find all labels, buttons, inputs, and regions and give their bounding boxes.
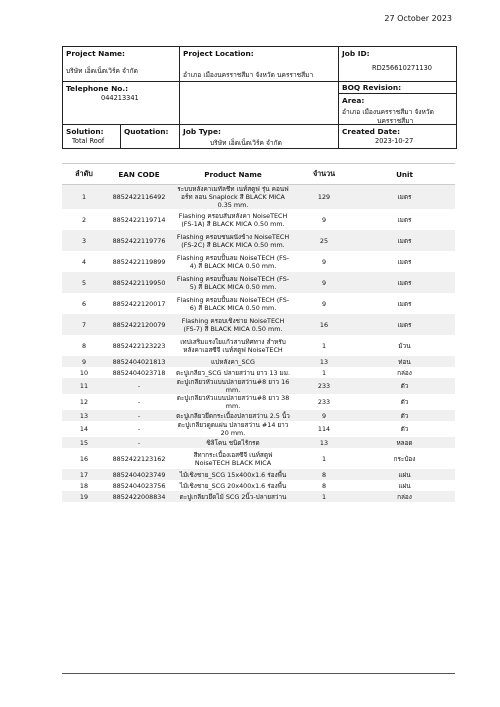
cell-no: 17 (62, 469, 106, 480)
cell-no: 5 (62, 272, 106, 293)
cell-ean: 8852422123223 (112, 341, 166, 350)
cell-qty: 16 (294, 314, 354, 335)
blank-cell (180, 82, 339, 125)
cell-unit: ตัว (354, 378, 455, 394)
table-row (62, 421, 455, 437)
created-date-cell (339, 125, 456, 148)
boq-revision-label: BOQ Revision: (342, 83, 402, 92)
table-row (62, 480, 455, 491)
col-header-qty: จำนวน (294, 164, 354, 185)
cell-product-name: ไม้เชิงชาย_SCG 20x400x1.6 ร่องพื้น (179, 481, 287, 490)
table-row (62, 469, 455, 480)
area-label: Area: (342, 96, 365, 105)
table-row (62, 448, 455, 469)
cell-unit: เมตร (397, 299, 412, 308)
cell-product-name: ตะปูเกลียวยึดกระเบื้องปลายสว่าน 2.5 นิ้ว (172, 410, 294, 421)
col-header-no: ลำดับ (62, 164, 106, 185)
cell-no: 16 (79, 454, 89, 463)
cell-unit: ตัว (400, 398, 409, 406)
cell-product-name: ตะปูเกลียวยึดไม้ SCG 2นิ้ว-ปลายสว่าน (172, 491, 294, 502)
cell-no: 6 (81, 299, 87, 308)
cell-no: 2 (81, 215, 87, 224)
cell-qty: 9 (294, 272, 354, 293)
cell-ean: 8852422008834 (106, 491, 172, 502)
cell-unit: ท่อน (354, 356, 455, 367)
solution-label: Solution: (66, 127, 104, 136)
cell-qty: 233 (317, 398, 331, 406)
cell-product-name: Flashing ครอบปั้นลม NoiseTECH (FS-6) สี BLACK MICA 0.50 mm. (176, 295, 290, 312)
cell-ean: 8852422119776 (106, 230, 172, 251)
cell-qty: 25 (294, 230, 354, 251)
cell-ean: 8852422119899 (112, 257, 166, 266)
cell-ean: 8852422120079 (106, 314, 172, 335)
table-row (62, 185, 455, 210)
project-location-value: อำเภอ เมืองนครราชสีมา จังหวัด นครราชสีมา (183, 71, 314, 79)
cell-product-name: Flashing ครอบสันหลังคา NoiseTECH (FS-1A) สี BLACK MICA 0.50 mm. (178, 211, 288, 228)
product-table (62, 163, 455, 502)
cell-ean: 8852404021813 (106, 356, 172, 367)
cell-unit: กล่อง (397, 368, 412, 377)
cell-no: 4 (81, 257, 87, 266)
cell-unit: เมตร (354, 314, 455, 335)
cell-product-name: ตะปูเกลียวดูดแผ่น ปลายสว่าน #14 ยาว 20 mm. (177, 421, 289, 437)
job-type-label: Job Type: (183, 127, 221, 136)
cell-qty: 9 (321, 257, 327, 266)
cell-no: 12 (79, 398, 89, 406)
table-row (62, 293, 455, 314)
cell-qty: 9 (294, 410, 354, 421)
cell-unit: ตัว (354, 410, 455, 421)
cell-product-name: สีทากระเบื้องเอสซีจี เนท์สตูฟ NoiseTECH BLACK MICA (193, 450, 273, 467)
cell-no: 19 (62, 491, 106, 502)
cell-no: 18 (79, 481, 89, 490)
telephone-cell (63, 82, 180, 125)
telephone-label: Telephone No.: (66, 84, 129, 93)
report-date: 27 October 2023 (384, 14, 452, 23)
cell-no: 14 (79, 425, 89, 433)
job-id-cell (339, 47, 456, 82)
table-row (62, 491, 455, 502)
cell-ean: 8852422119714 (112, 215, 166, 224)
cell-unit: เมตร (397, 257, 412, 266)
cell-product-name: Flashing ครอบปั้นลม NoiseTECH (FS-5) สี BLACK MICA 0.50 mm. (172, 272, 294, 293)
cell-no: 9 (62, 356, 106, 367)
cell-unit: เมตร (354, 185, 455, 210)
table-row (62, 394, 455, 410)
table-row (62, 209, 455, 230)
cell-product-name: Flashing ครอบปั้นลม NoiseTECH (FS-4) สี BLACK MICA 0.50 mm. (176, 253, 290, 270)
cell-ean: - (137, 425, 141, 433)
cell-unit: เมตร (354, 272, 455, 293)
cell-unit: แผ่น (354, 469, 455, 480)
project-name-label: Project Name: (66, 49, 126, 58)
cell-product-name: เทปเสริมแรงใยแก้วสานทิศทาง สำหรับหลังคาเอสซีจี เนท์สตูฟ NoiseTECH (180, 337, 286, 354)
cell-no: 8 (81, 341, 87, 350)
cell-product-name: ซิลิโคน ชนิดไร้กรด (172, 437, 294, 448)
cell-ean: 8852404023718 (112, 368, 166, 377)
cell-ean: - (106, 410, 172, 421)
project-location-cell (180, 47, 339, 82)
table-header-row (62, 164, 455, 185)
cell-unit: หลอด (354, 437, 455, 448)
col-header-ean: EAN CODE (106, 164, 172, 185)
created-date-label: Created Date: (342, 127, 401, 136)
cell-no: 15 (62, 437, 106, 448)
cell-product-name: Flashing ครอบเชิงชาย NoiseTECH (FS-7) สี BLACK MICA 0.50 mm. (172, 314, 294, 335)
cell-qty: 129 (294, 185, 354, 210)
cell-qty: 13 (294, 356, 354, 367)
col-header-name: Product Name (172, 164, 294, 185)
table-row (62, 272, 455, 293)
project-name-value: บริษัท เอ็ดเน็ตเวิร์ค จำกัด (66, 67, 138, 75)
table-row (62, 378, 455, 394)
cell-qty: 8 (294, 469, 354, 480)
cell-no: 1 (62, 185, 106, 210)
cell-product-name: Flashing ครอบชนผนังข้าง NoiseTECH (FS-2C) สี BLACK MICA 0.50 mm. (172, 230, 294, 251)
cell-ean: 8852422120017 (112, 299, 166, 308)
cell-unit: เมตร (397, 215, 412, 224)
cell-no: 11 (62, 378, 106, 394)
cell-ean: 8852404023756 (112, 481, 166, 490)
table-row (62, 230, 455, 251)
area-cell (339, 94, 456, 125)
cell-qty: 114 (317, 425, 331, 433)
cell-qty: 1 (321, 454, 327, 463)
project-location-label: Project Location: (183, 49, 254, 58)
table-row (62, 367, 455, 378)
cell-no: 10 (79, 368, 89, 377)
cell-ean: 8852422116492 (106, 185, 172, 210)
created-date-value: 2023-10-27 (375, 137, 414, 145)
table-row (62, 410, 455, 421)
cell-unit: ม้วน (398, 341, 411, 350)
cell-product-name: ตะปูเกลียวหัวแบนปลายสว่าน#8 ยาว 16 mm. (172, 378, 294, 394)
cell-qty: 8 (321, 481, 327, 490)
table-row (62, 335, 455, 356)
boq-revision-cell (339, 82, 456, 94)
cell-ean: 8852422119950 (106, 272, 172, 293)
cell-product-name: ตะปูเกลียว_SCG ปลายสว่าน ยาว 13 มม. (176, 368, 290, 377)
cell-qty: 13 (294, 437, 354, 448)
cell-ean: - (106, 378, 172, 394)
cell-ean: - (137, 398, 141, 406)
project-info-box (62, 46, 457, 149)
quotation-label: Quotation: (124, 127, 169, 136)
cell-ean: - (106, 437, 172, 448)
cell-unit: กล่อง (354, 491, 455, 502)
cell-product-name: ตะปูเกลียวหัวแบนปลายสว่าน#8 ยาว 38 mm. (176, 394, 290, 410)
cell-qty: 1 (294, 491, 354, 502)
job-type-cell (180, 125, 339, 148)
cell-unit: กระป๋อง (393, 454, 416, 463)
cell-qty: 1 (321, 368, 327, 377)
table-row (62, 251, 455, 272)
cell-unit: แผ่น (398, 481, 411, 490)
table-row (62, 437, 455, 448)
footer-divider (62, 673, 455, 674)
cell-ean: 8852404023749 (106, 469, 172, 480)
area-value-line2: นครราชสีมา (377, 117, 414, 125)
col-header-unit: Unit (354, 164, 455, 185)
project-name-cell (63, 47, 180, 82)
cell-product-name: แปหลังคา_SCG (172, 356, 294, 367)
area-value-line1: อำเภอ เมืองนครราชสีมา จังหวัด (342, 108, 434, 116)
quotation-cell (121, 125, 180, 148)
solution-cell (63, 125, 121, 148)
cell-product-name: ระบบหลังคาเมทัลชีท เนท์สตูฟ รุ่น คอนฟอร์ท ลอน Snaplock สี BLACK MICA 0.35 mm. (172, 185, 294, 210)
telephone-value: 044213341 (101, 94, 139, 102)
solution-value: Total Roof (72, 137, 105, 145)
table-row (62, 314, 455, 335)
cell-unit: เมตร (354, 230, 455, 251)
cell-ean: 8852422123162 (112, 454, 166, 463)
cell-product-name: ไม้เชิงชาย_SCG 15x400x1.6 ร่องพื้น (172, 469, 294, 480)
cell-no: 7 (62, 314, 106, 335)
cell-qty: 9 (321, 215, 327, 224)
job-type-value: บริษัท เอ็ดเน็ตเวิร์ค จำกัด (210, 139, 282, 147)
cell-unit: ตัว (400, 425, 409, 433)
cell-no: 13 (62, 410, 106, 421)
cell-qty: 233 (294, 378, 354, 394)
cell-no: 3 (62, 230, 106, 251)
table-row (62, 356, 455, 367)
job-id-label: Job ID: (342, 49, 370, 58)
cell-qty: 9 (321, 299, 327, 308)
cell-qty: 1 (321, 341, 327, 350)
job-id-value: RD256610271130 (371, 64, 432, 72)
